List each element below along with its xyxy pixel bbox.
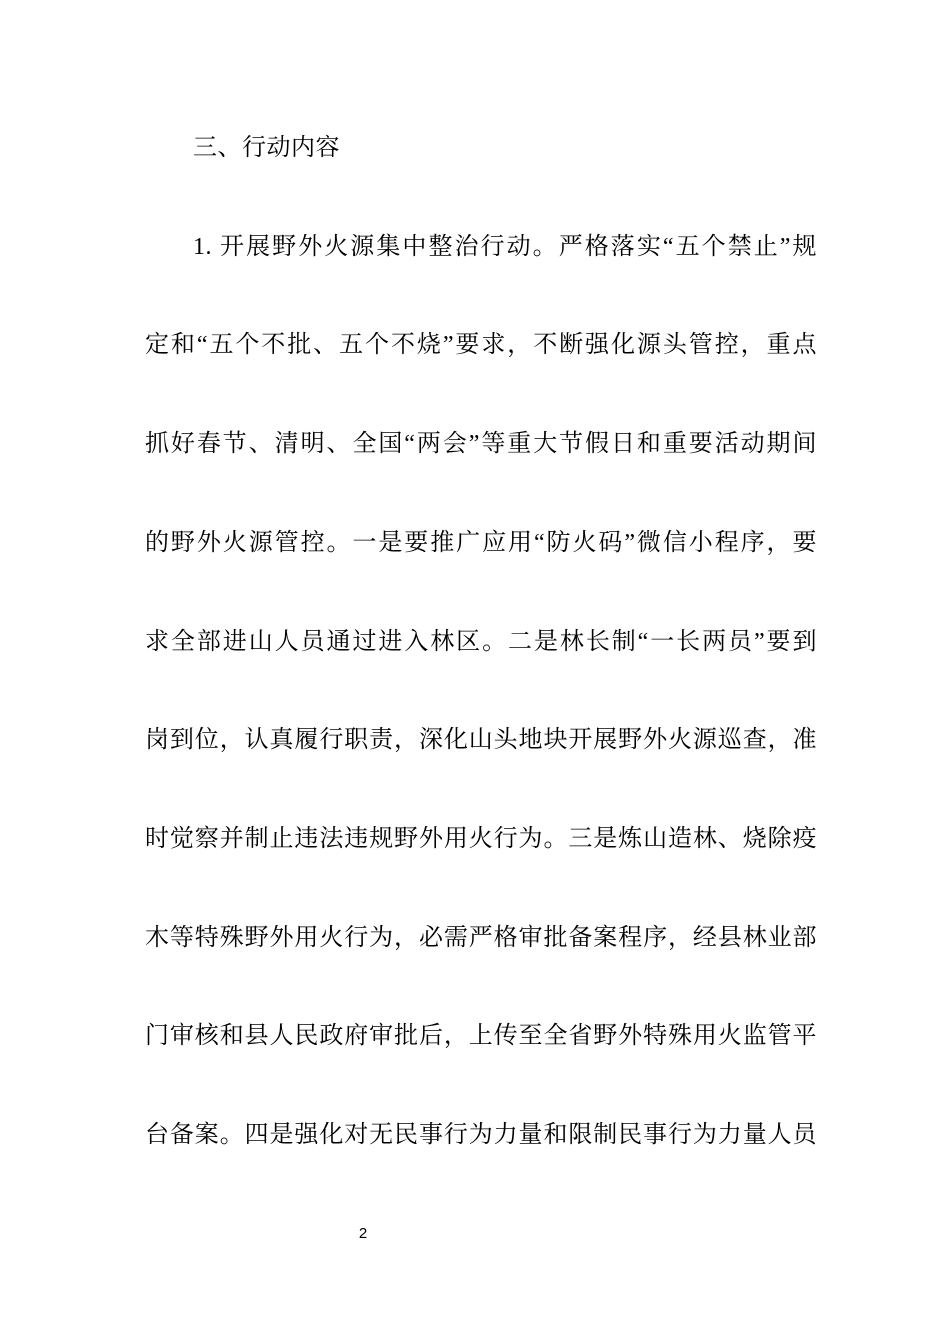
paragraph-line: 求全部进山人员通过进入林区。二是林长制“一长两员”要到 <box>145 628 817 655</box>
paragraph-line: 木等特殊野外用火行为，必需严格审批备案程序，经县林业部 <box>145 924 817 951</box>
paragraph-line: 定和“五个不批、五个不烧”要求，不断强化源头管控，重点 <box>145 332 817 359</box>
paragraph-line: 台备案。四是强化对无民事行为力量和限制民事行为力量人员 <box>145 1122 817 1149</box>
paragraph-line: 1. 开展野外火源集中整治行动。严格落实“五个禁止”规 <box>193 233 817 260</box>
page-body <box>145 99 817 1185</box>
paragraph-line: 时觉察并制止违法违规野外用火行为。三是炼山造林、烧除疫 <box>145 825 817 852</box>
paragraph-line: 门审核和县人民政府审批后，上传至全省野外特殊用火监管平 <box>145 1023 817 1050</box>
page-number: 2 <box>358 1225 368 1242</box>
section-heading: 三、行动内容 <box>193 135 340 161</box>
paragraph-line: 抓好春节、清明、全国“两会”等重大节假日和重要活动期间 <box>145 431 817 458</box>
paragraph-line: 岗到位，认真履行职责，深化山头地块开展野外火源巡查，准 <box>145 727 817 754</box>
paragraph-line: 的野外火源管控。一是要推广应用“防火码”微信小程序，要 <box>145 529 817 556</box>
